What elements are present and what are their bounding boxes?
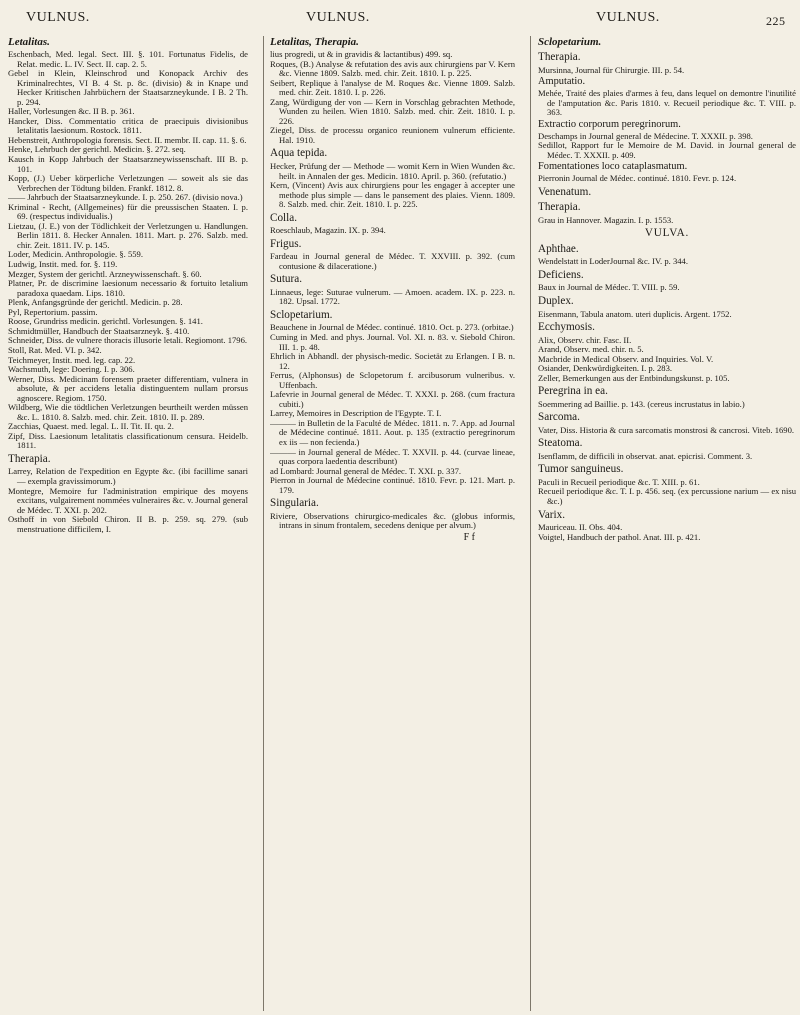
- section-title: Letalitas.: [8, 36, 50, 48]
- bibliography-entry: Mursinna, Journal für Chirurgie. III. p. 54.: [538, 64, 685, 75]
- bibliography-entry: Riviere, Observations chirurgico-medicales &c. (globus informis, intrans in sinum frontalem, secedens denique per alvum.): [270, 510, 515, 531]
- bibliography-entry: Ehrlich in Abhandl. der physisch-medic. Societät zu Erlangen. I B. n. 12.: [270, 351, 515, 371]
- subject-heading: Tumor sanguineus.: [538, 463, 624, 476]
- column-divider: [263, 36, 264, 1011]
- subject-heading: Colla.: [270, 211, 298, 224]
- entry-list: [270, 323, 515, 495]
- entry-list: [8, 467, 248, 534]
- entry-list: [538, 132, 796, 161]
- bibliography-entry: Plenk, Anfangsgründe der gerichtl. Medicin. p. 28.: [8, 297, 183, 308]
- bibliography-entry: Eisenmann, Tabula anatom. uteri duplicis. Argent. 1752.: [538, 308, 732, 319]
- entry-list: [8, 50, 248, 451]
- subject-heading: Therapia.: [8, 452, 51, 465]
- subject-heading: Singularia.: [270, 497, 319, 510]
- bibliography-entry: Seibert, Replique à l'analyse de M. Roques &c. Vienne 1809. Salzb. med. chir. Zeit. 1810. I. p. 226.: [270, 77, 515, 98]
- entry-list: [538, 66, 796, 76]
- subject-heading: VULVA.: [644, 227, 690, 240]
- bibliography-entry: —— Jahrbuch der Staatsarzneykunde. I. p. 250. 267. (divisio nova.): [8, 192, 243, 203]
- bibliography-entry: Ferrus, (Alphonsus) de Sclopetorum f. arcibusorum vulneribus. v. Uffenbach.: [270, 370, 515, 390]
- bibliography-entry: Kern, (Vincent) Avis aux chirurgiens pour les engager à accepter une methode plus simple — dans le pansement des plaies. Vienn. 1809. 8. Salzb. med. chir. Zeit. 1810. I. p. 225.: [270, 180, 515, 210]
- subject-subheading: Extractio corporum peregrinorum.: [538, 118, 681, 130]
- bibliography-entry: Kausch in Kopp Jahrbuch der Staatsarzneywissenschaft. III B. p. 101.: [8, 154, 248, 174]
- running-head-right: VULNUS.: [596, 10, 660, 25]
- bibliography-entry: Larrey, Relation de l'expedition en Egypte &c. (ibi facillime sanari — exempla gravissimorum.): [8, 466, 248, 487]
- entry-list: [538, 283, 796, 293]
- bibliography-entry: Mauriceau. II. Obs. 404.: [538, 522, 623, 533]
- bibliography-entry: Haller, Vorlesungen &c. II B. p. 361.: [8, 106, 135, 117]
- bibliography-entry: Osiander, Denkwürdigkeiten. I. p. 283.: [538, 363, 673, 374]
- bibliography-entry: Wendelstatt in LoderJournal &c. IV. p. 344.: [538, 256, 688, 267]
- entry-list: [270, 162, 515, 210]
- bibliography-entry: Zang, Würdigung der von — Kern in Vorschlag gebrachten Methode, Wunden zu heilen. Wien 1810. Salzb. med. chir. Zeit. 1810. I. p. 226.: [270, 96, 515, 126]
- bibliography-entry: Wachsmuth, lege: Doering. I. p. 306.: [8, 364, 135, 375]
- page-number: 225: [766, 14, 786, 28]
- bibliography-entry: Zeller, Bemerkungen aus der Entbindungskunst. p. 105.: [538, 372, 730, 383]
- bibliography-entry: Schmidtmüller, Handbuch der Staatsarzneyk. §. 410.: [8, 325, 190, 336]
- bibliography-entry: Loder, Medicin. Anthropologie. §. 559.: [8, 249, 143, 260]
- bibliography-entry: Soemmering ad Baillie. p. 143. (cereus incrustatus in labio.): [538, 398, 745, 409]
- bibliography-entry: Werner, Diss. Medicinam forensem praeter differentiam, vulnera in absolute, & per accidens letalia distinguentem nullam prorsus agnoscere. Regiom. 1750.: [8, 373, 248, 403]
- bibliography-entry: Zacchias, Quaest. med. legal. L. II. Tit. II. qu. 2.: [8, 421, 174, 432]
- bibliography-entry: Pierronin Journal de Médec. continué. 1810. Fevr. p. 124.: [538, 173, 737, 184]
- bibliography-entry: Macbride in Medical Observ. and Inquiries. Vol. V.: [538, 353, 714, 364]
- entry-list: [538, 452, 796, 462]
- subject-heading: Aqua tepida.: [270, 147, 328, 160]
- entry-list: [538, 257, 796, 267]
- bibliography-entry: Pyl, Repertorium. passim.: [8, 306, 98, 317]
- subject-heading: Peregrina in ea.: [538, 385, 608, 398]
- bibliography-entry: Isenflamm, de difficili in observat. anat. epicrisi. Comment. 3.: [538, 450, 753, 461]
- bibliography-entry: Larrey, Memoires in Description de l'Egypte. T. I.: [270, 408, 442, 419]
- subject-heading: Sarcoma.: [538, 411, 580, 424]
- bibliography-entry: Roeschlaub, Magazin. IX. p. 394.: [270, 225, 386, 236]
- entry-list: [538, 174, 796, 184]
- bibliography-entry: Kopp, (J.) Ueber körperliche Verletzungen — soweit als sie das Verbrechen der Tödtung bilden. Frankf. 1812. 8.: [8, 173, 248, 193]
- bibliography-entry: Deschamps in Journal general de Médecine. T. XXXII. p. 398.: [538, 130, 753, 141]
- bibliography-entry: Hecker, Prüfung der — Methode — womit Kern in Wien Wunden &c. heilt. in Annalen der ges. Medicin. 1810. April. p. 360. (refutatio.): [270, 160, 515, 181]
- bibliography-entry: Schneider, Diss. de vulnere thoracis illusorie letali. Regiomont. 1796.: [8, 335, 248, 346]
- bibliography-entry: Mezger, System der gerichtl. Arzneywissenschaft. §. 60.: [8, 268, 202, 279]
- subject-heading: Varix.: [538, 508, 566, 521]
- subject-heading: Aphthae.: [538, 242, 579, 255]
- bibliography-entry: Roose, Grundriss medicin. gerichtl. Vorlesungen. §. 141.: [8, 316, 203, 327]
- entry-list: [538, 478, 796, 507]
- entry-list: [538, 216, 796, 226]
- bibliography-entry: Platner, Pr. de discrimine laesionum necessario & fortuito letalium paradoxa quaedam. Lips. 1810.: [8, 278, 248, 298]
- entry-list: [270, 512, 515, 531]
- bibliography-entry: Vater, Diss. Historia & cura sarcomatis monstrosi & cancrosi. Viteb. 1690.: [538, 424, 795, 435]
- bibliography-entry: Kriminal - Recht, (Allgemeines) für die preussischen Staaten. I. p. 69. (respectus individualis.): [8, 201, 248, 222]
- bibliography-entry: Zipf, Diss. Laesionum letalitatis classificationum censura. Heidelb. 1811.: [8, 430, 248, 451]
- entry-list: [270, 252, 515, 271]
- bibliography-entry: Eschenbach, Med. legal. Sect. III. §. 101. Fortunatus Fidelis, de Relat. medic. L. IV. Sect. II. cap. 2. 5.: [8, 49, 248, 69]
- running-head-center: VULNUS.: [306, 10, 370, 25]
- running-head: [0, 4, 800, 30]
- running-head-left: VULNUS.: [26, 10, 90, 25]
- entry-list: [270, 288, 515, 307]
- entry-list: [538, 336, 796, 384]
- bibliography-entry: Grau in Hannover. Magazin. I. p. 1553.: [538, 214, 674, 225]
- bibliography-entry: Fardeau in Journal general de Médec. T. XXVIII. p. 392. (cum contusione & dilaceratione.): [270, 251, 515, 271]
- column-divider: [530, 36, 531, 1011]
- bibliography-entry: ——— in Journal general de Médec. T. XXVII. p. 44. (curvae lineae, quas corpora laedentia describunt): [270, 446, 515, 467]
- subject-heading: Ecchymosis.: [538, 321, 595, 334]
- bibliography-entry: Lietzau, (J. E.) von der Tödlichkeit der Verletzungen u. Handlungen. Berlin 1811. 8. Hecker Annalen. 1811. Mart. p. 276. Salzb. med. chir. Zeit. 1811. IV. p. 145.: [8, 220, 248, 250]
- bibliography-entry: Roques, (B.) Analyse & refutation des avis aux chirurgiens par V. Kern &c. Vienne 1809. Salzb. med. chir. Zeit. 1810. I. p. 225.: [270, 58, 515, 79]
- entry-list: [538, 400, 796, 410]
- bibliography-entry: Henke, Lehrbuch der gerichtl. Medicin. §. 272. seq.: [8, 144, 186, 155]
- bibliography-entry: Wildberg, Wie die tödtlichen Verletzungen beurtheilt werden müssen &c. L. 1810. 8. Salzb. med. chir. Zeit. 1810. II. p. 289.: [8, 402, 248, 422]
- bibliography-entry: Mehée, Traité des plaies d'armes à feu, dans lequel on demontre l'inutilité de l'amputation &c. Paris 1810. v. Recueil periodique &c. T. VIII. p. 363.: [538, 88, 796, 118]
- bibliography-entry: Baux in Journal de Médec. T. VIII. p. 59.: [538, 282, 680, 293]
- subject-heading: Therapia.: [538, 201, 581, 214]
- section-title: Letalitas, Therapia.: [270, 36, 359, 48]
- section-title: Sclopetarium.: [538, 36, 602, 48]
- subject-subheading: Amputatio.: [538, 76, 586, 88]
- bibliography-entry: Stoll, Rat. Med. VI. p. 342.: [8, 344, 102, 355]
- bibliography-entry: Arand, Observ. med. chir. n. 5.: [538, 344, 644, 355]
- column-middle: [270, 36, 515, 1011]
- bibliography-entry: Ludwig, Instit. med. for. §. 119.: [8, 259, 118, 270]
- entry-list: [538, 89, 796, 118]
- bibliography-entry: Recueil periodique &c. T. I. p. 456. seq. (ex percussione narium — ex nisu &c.): [538, 486, 796, 507]
- bibliography-entry: Hebenstreit, Anthropologia forensis. Sect. II. membr. II. cap. 11. §. 6.: [8, 134, 247, 145]
- subject-heading: Deficiens.: [538, 268, 584, 281]
- subject-heading: Venenatum.: [538, 185, 592, 198]
- subject-heading: Steatoma.: [538, 437, 583, 450]
- bibliography-entry: Voigtel, Handbuch der pathol. Anat. III. p. 421.: [538, 531, 701, 542]
- bibliography-entry: Sedillot, Rapport fur le Memoire de M. David. in Journal general de Médec. T. XXXII. p. 409.: [538, 140, 796, 160]
- bibliography-entry: Ziegel, Diss. de processu organico reunionem vulnerum efficiente. Hal. 1910.: [270, 125, 515, 145]
- bibliography-entry: Beauchene in Journal de Médec. continué. 1810. Oct. p. 273. (orbitae.): [270, 322, 514, 333]
- entry-list: [270, 226, 515, 236]
- subject-subheading: Fomentationes loco cataplasmatum.: [538, 161, 688, 173]
- bibliography-entry: Montegre, Memoire fur l'administration empirique des moyens excitans, vulgairement nommées vulneraires &c. v. Journal general de Médec. T. XXI. p. 202.: [8, 485, 248, 515]
- subject-heading: Frigus.: [270, 237, 302, 250]
- subject-heading: Sclopetarium.: [270, 308, 333, 321]
- bibliography-entry: Lafevrie in Journal general de Médec. T. XXXI. p. 268. (cum fractura cubiti.): [270, 389, 515, 409]
- bibliography-entry: lius progredi, ut & in gravidis & lactantibus) 499. sq.: [270, 49, 453, 59]
- bibliography-entry: Osthoff in von Siebold Chiron. II B. p. 259. sq. 279. (sub menstruatione difficilem, I.: [8, 514, 248, 534]
- bibliography-entry: Linnaeus, lege: Suturae vulnerum. — Amoen. academ. IX. p. 223. n. 182. Upsal. 1772.: [270, 286, 515, 307]
- bibliography-entry: Gebel in Klein, Kleinschrod und Konopack Archiv des Kriminalrechtes, VI B. 4 St. p. 8c. (divisio) & in Knape und Hecker Kritischen Jahrbüchern der Staatsarzneykunde. I B. 2 Th. p. 294.: [8, 68, 248, 107]
- subject-heading: Therapia.: [538, 51, 581, 63]
- entry-list: [538, 523, 796, 542]
- bibliography-entry: Pierron in Journal de Médecine continué. 1810. Fevr. p. 121. Mart. p. 179.: [270, 475, 515, 495]
- entry-list: [538, 426, 796, 436]
- bibliography-entry: Hancker, Diss. Commentatio critica de praecipuis divisionibus letalitatis laesionum. Rostock. 1811.: [8, 115, 248, 136]
- bibliography-entry: ——— in Bulletin de la Faculté de Médec. 1811. n. 7. App. ad Journal de Médecine continué. 1811. Aout. p. 135 (extractio peregrinorum ex iis — non fecienda.): [270, 417, 515, 447]
- entry-list: [270, 50, 515, 145]
- entry-list: [538, 310, 796, 320]
- subject-heading: Sutura.: [270, 273, 303, 286]
- subject-heading: Duplex.: [538, 295, 574, 308]
- bibliography-entry: Cuming in Med. and phys. Journal. Vol. XI. n. 83. v. Siebold Chiron. III. 1. p. 48.: [270, 331, 515, 352]
- bibliography-entry: Alix, Observ. chir. Fasc. II.: [538, 334, 632, 345]
- column-right: [538, 36, 796, 1011]
- column-left: [8, 36, 248, 1011]
- signature-mark: F f: [463, 531, 475, 543]
- bibliography-entry: ad Lombard: Journal general de Médec. T. XXI. p. 337.: [270, 465, 462, 476]
- bibliography-entry: Paculi in Recueil periodique &c. T. XIII. p. 61.: [538, 476, 700, 487]
- bibliography-entry: Teichmeyer, Instit. med. leg. cap. 22.: [8, 354, 136, 365]
